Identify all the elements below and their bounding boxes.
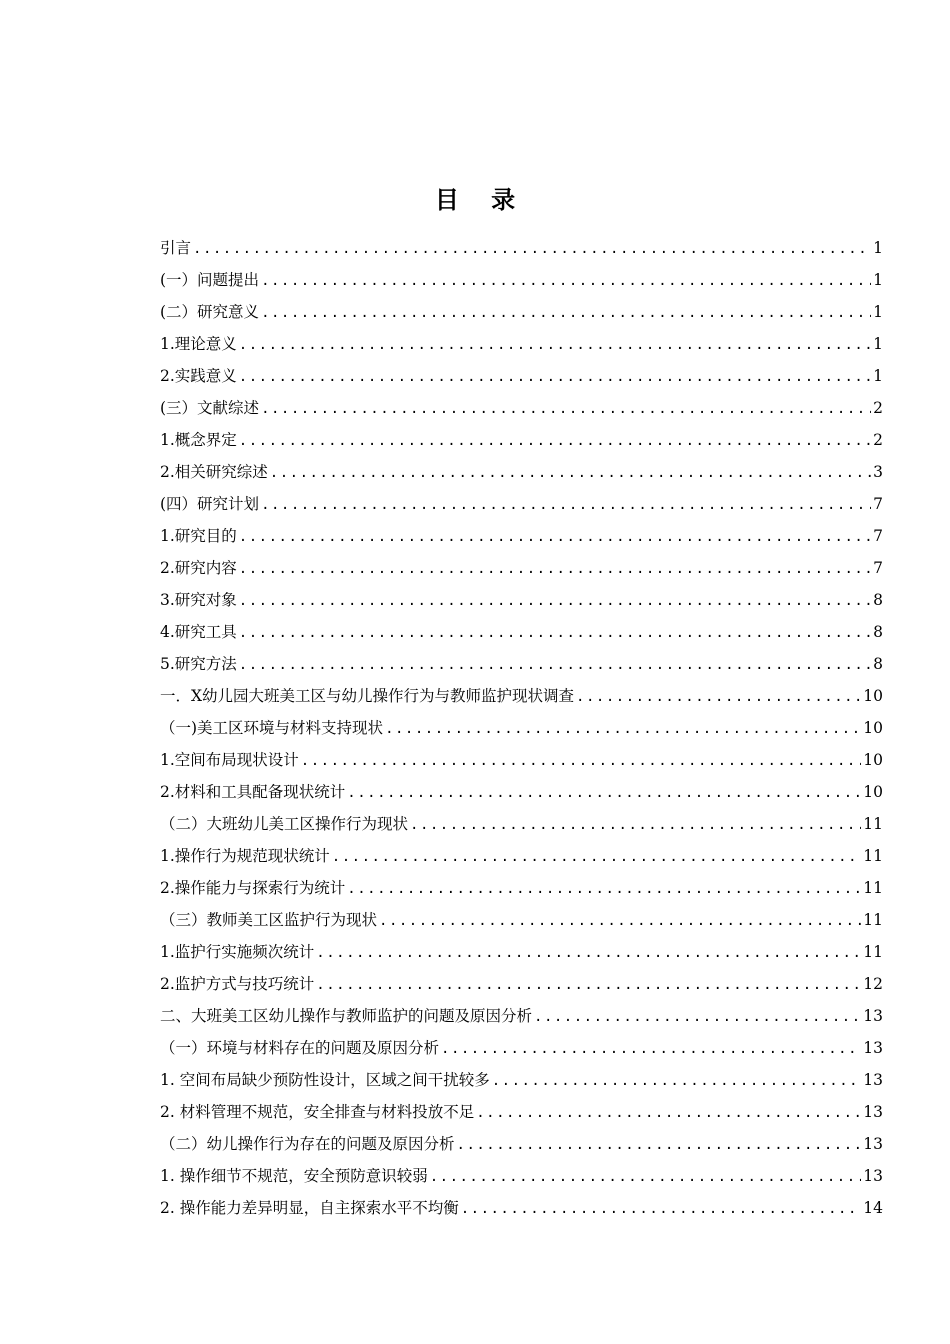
toc-page-number: 11	[863, 847, 883, 865]
toc-list	[160, 232, 883, 1224]
toc-dot-leader	[239, 521, 871, 552]
toc-dot-leader	[239, 617, 871, 648]
toc-entry-label: 1. 空间布局缺少预防性设计，区域之间干扰较多	[160, 1071, 490, 1089]
toc-dot-leader	[347, 873, 861, 904]
toc-page-number: 8	[873, 623, 883, 641]
toc-entry[interactable]	[160, 1128, 883, 1160]
toc-entry[interactable]	[160, 232, 883, 264]
toc-entry-label: 1.空间布局现状设计	[160, 751, 299, 769]
toc-entry-label: 1.概念界定	[160, 431, 237, 449]
toc-dot-leader	[239, 649, 871, 680]
toc-dot-leader	[347, 777, 861, 808]
toc-page-number: 1	[873, 367, 883, 385]
toc-page-number: 7	[873, 559, 883, 577]
toc-entry-label: (二）研究意义	[160, 303, 260, 321]
toc-dot-leader	[410, 809, 861, 840]
toc-entry[interactable]	[160, 424, 883, 456]
toc-page-number: 11	[863, 911, 883, 929]
toc-dot-leader	[430, 1161, 862, 1192]
toc-page-number: 13	[863, 1167, 883, 1185]
toc-entry[interactable]	[160, 648, 883, 680]
toc-dot-leader	[270, 457, 871, 488]
toc-page-number: 10	[863, 751, 883, 769]
toc-entry-label: 2.实践意义	[160, 367, 237, 385]
toc-dot-leader	[193, 233, 871, 264]
toc-dot-leader	[261, 489, 871, 520]
toc-entry[interactable]	[160, 264, 883, 296]
toc-entry-label: 2.材料和工具配备现状统计	[160, 783, 346, 801]
toc-dot-leader	[534, 1001, 861, 1032]
toc-entry-label: 引言	[160, 239, 192, 257]
toc-page-number: 11	[863, 815, 883, 833]
toc-page-number: 7	[873, 495, 883, 513]
toc-entry[interactable]	[160, 1192, 883, 1224]
toc-dot-leader	[492, 1065, 862, 1096]
toc-dot-leader	[239, 329, 871, 360]
toc-dot-leader	[461, 1193, 862, 1224]
toc-page-number: 1	[873, 303, 883, 321]
toc-entry[interactable]	[160, 776, 883, 808]
toc-dot-leader	[261, 297, 871, 328]
toc-entry[interactable]	[160, 584, 883, 616]
toc-entry-label: 2.相关研究综述	[160, 463, 268, 481]
toc-entry-label: 2. 材料管理不规范，安全排查与材料投放不足	[160, 1103, 475, 1121]
toc-dot-leader	[476, 1097, 861, 1128]
toc-entry[interactable]	[160, 712, 883, 744]
toc-entry-label: (三）文献综述	[160, 399, 260, 417]
toc-page-number: 1	[873, 239, 883, 257]
toc-entry[interactable]	[160, 1160, 883, 1192]
toc-entry-label: （三）教师美工区监护行为现状	[160, 911, 378, 929]
toc-entry[interactable]	[160, 840, 883, 872]
toc-entry[interactable]	[160, 904, 883, 936]
toc-entry[interactable]	[160, 936, 883, 968]
toc-page-number: 13	[863, 1007, 883, 1025]
toc-entry-label: 1.监护行实施频次统计	[160, 943, 315, 961]
toc-page-number: 13	[863, 1103, 883, 1121]
toc-entry-label: （二）幼儿操作行为存在的问题及原因分析	[160, 1135, 455, 1153]
toc-title: 目 录	[434, 185, 528, 214]
toc-page-number: 10	[863, 719, 883, 737]
toc-entry[interactable]	[160, 808, 883, 840]
toc-dot-leader	[385, 713, 861, 744]
toc-dot-leader	[316, 969, 861, 1000]
toc-page-number: 11	[863, 879, 883, 897]
toc-entry-label: (四）研究计划	[160, 495, 260, 513]
toc-page-number: 11	[863, 943, 883, 961]
toc-page-number: 13	[863, 1071, 883, 1089]
toc-entry[interactable]	[160, 1096, 883, 1128]
toc-entry[interactable]	[160, 520, 883, 552]
toc-page-number: 8	[873, 655, 883, 673]
toc-entry-label: 1.研究目的	[160, 527, 237, 545]
toc-entry[interactable]	[160, 616, 883, 648]
toc-page-number: 2	[873, 399, 883, 417]
toc-dot-leader	[239, 553, 871, 584]
toc-page-number: 12	[863, 975, 883, 993]
toc-dot-leader	[576, 681, 861, 712]
toc-entry-label: 二、大班美工区幼儿操作与教师监护的问题及原因分析	[160, 1007, 533, 1025]
toc-dot-leader	[239, 425, 871, 456]
toc-entry[interactable]	[160, 968, 883, 1000]
toc-dot-leader	[261, 265, 871, 296]
toc-entry-label: （一）环境与材料存在的问题及原因分析	[160, 1039, 440, 1057]
toc-page-number: 8	[873, 591, 883, 609]
toc-entry-label: 2.监护方式与技巧统计	[160, 975, 315, 993]
toc-entry-label: 2. 操作能力差异明显，自主探索水平不均衡	[160, 1199, 459, 1217]
toc-entry[interactable]	[160, 1000, 883, 1032]
toc-dot-leader	[239, 585, 871, 616]
toc-page-number: 7	[873, 527, 883, 545]
toc-page-number: 14	[863, 1199, 883, 1217]
toc-entry[interactable]	[160, 328, 883, 360]
toc-page-number: 13	[863, 1135, 883, 1153]
toc-entry[interactable]	[160, 1064, 883, 1096]
toc-dot-leader	[239, 361, 871, 392]
toc-dot-leader	[261, 393, 871, 424]
toc-entry-label: （二）大班幼儿美工区操作行为现状	[160, 815, 409, 833]
toc-dot-leader	[457, 1129, 862, 1160]
toc-entry-label: 1.理论意义	[160, 335, 237, 353]
toc-entry[interactable]	[160, 296, 883, 328]
toc-page-number: 1	[873, 271, 883, 289]
toc-entry[interactable]	[160, 552, 883, 584]
toc-page-number: 3	[873, 463, 883, 481]
toc-entry-label: 2.研究内容	[160, 559, 237, 577]
toc-entry[interactable]	[160, 1032, 883, 1064]
toc-entry[interactable]	[160, 456, 883, 488]
toc-page-number: 1	[873, 335, 883, 353]
toc-entry[interactable]	[160, 360, 883, 392]
toc-dot-leader	[379, 905, 861, 936]
toc-dot-leader	[316, 937, 861, 968]
toc-page-number: 13	[863, 1039, 883, 1057]
toc-page-number: 10	[863, 783, 883, 801]
toc-entry-label: 5.研究方法	[160, 655, 237, 673]
toc-entry[interactable]	[160, 680, 883, 712]
toc-entry-label: 1. 操作细节不规范，安全预防意识较弱	[160, 1167, 428, 1185]
toc-entry-label: 3.研究对象	[160, 591, 237, 609]
toc-dot-leader	[301, 745, 861, 776]
toc-entry[interactable]	[160, 744, 883, 776]
toc-page-number: 10	[863, 687, 883, 705]
toc-entry[interactable]	[160, 872, 883, 904]
toc-dot-leader	[441, 1033, 861, 1064]
toc-entry-label: (一）问题提出	[160, 271, 260, 289]
toc-page-number: 2	[873, 431, 883, 449]
toc-entry-label: 1.操作行为规范现状统计	[160, 847, 330, 865]
toc-entry-label: 4.研究工具	[160, 623, 237, 641]
toc-entry[interactable]	[160, 488, 883, 520]
toc-entry-label: 2.操作能力与探索行为统计	[160, 879, 346, 897]
toc-entry-label: （一)美工区环境与材料支持现状	[160, 719, 384, 737]
toc-dot-leader	[332, 841, 861, 872]
toc-entry[interactable]	[160, 392, 883, 424]
toc-entry-label: 一．X幼儿园大班美工区与幼儿操作行为与教师监护现状调查	[160, 687, 575, 705]
